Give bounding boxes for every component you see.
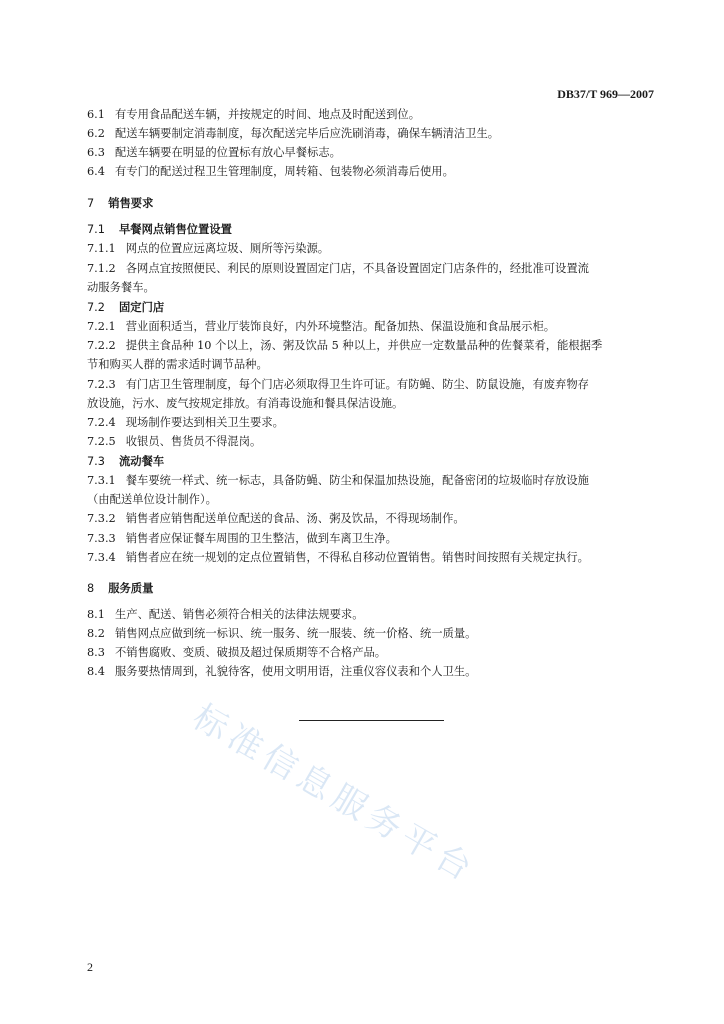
- clause-7-2-1: [87, 318, 657, 336]
- clause-text: 配送车辆要制定消毒制度，每次配送完毕后应洗刷消毒，确保车辆清洁卫生。: [114, 127, 500, 140]
- clause-7-1-2: [87, 260, 657, 278]
- clause-text: 配送车辆要在明显的位置标有放心早餐标志。: [114, 146, 341, 159]
- clause-number: 7.2.1: [87, 320, 116, 333]
- section-number: 7.3: [87, 455, 105, 468]
- clause-7-1-2-continued: 动服务餐车。: [87, 281, 155, 294]
- clause-7-2-2: [87, 337, 657, 355]
- section-8-heading: [87, 580, 657, 598]
- clause-6-1: [87, 106, 657, 124]
- clause-number: 8.2: [87, 627, 105, 640]
- clause-8-1: [87, 606, 657, 624]
- section-title: 固定门店: [118, 301, 165, 314]
- clause-number: 7.2.2: [87, 339, 116, 352]
- clause-number: 7.3.4: [87, 551, 116, 564]
- clause-number: 6.1: [87, 108, 105, 121]
- clause-number: 7.2.4: [87, 416, 116, 429]
- clause-number: 7.2.3: [87, 378, 116, 391]
- section-7-1-heading: [87, 221, 657, 239]
- clause-number: 8.3: [87, 646, 105, 659]
- clause-7-3-2: [87, 510, 657, 528]
- clause-6-4: [87, 163, 657, 181]
- clause-7-2-3-continued: 放设施，污水、废气按规定排放。有消毒设施和餐具保洁设施。: [87, 397, 404, 410]
- clause-8-2: [87, 625, 657, 643]
- clause-number: 8.1: [87, 608, 105, 621]
- clause-number: 6.3: [87, 146, 105, 159]
- clause-number: 6.4: [87, 165, 105, 178]
- document-id: DB37/T 969—2007: [557, 87, 654, 101]
- section-number: 7.1: [87, 223, 105, 236]
- clause-number: 6.2: [87, 127, 105, 140]
- clause-7-1-1: [87, 240, 657, 258]
- clause-text: 网点的位置应远离垃圾、厕所等污染源。: [125, 242, 330, 255]
- end-divider: [299, 720, 444, 721]
- clause-7-3-1: [87, 472, 657, 490]
- section-number: 7: [87, 197, 95, 210]
- clause-8-4: [87, 663, 657, 681]
- clause-7-3-3: [87, 530, 657, 548]
- section-title: 流动餐车: [118, 455, 165, 468]
- section-number: 7.2: [87, 301, 105, 314]
- clause-text: 不销售腐败、变质、破损及超过保质期等不合格产品。: [114, 646, 387, 659]
- watermark: 标准信息服务平台: [186, 696, 484, 892]
- clause-number: 7.1.1: [87, 242, 116, 255]
- clause-text: 提供主食品种 10 个以上，汤、粥及饮品 5 种以上，并供应一定数量品种的佐餐菜肴，能根据季: [125, 339, 603, 352]
- clause-6-2: [87, 125, 657, 143]
- clause-7-3-1-continued: （由配送单位设计制作）。: [87, 493, 217, 506]
- clause-number: 7.3.3: [87, 532, 116, 545]
- clause-text: 现场制作要达到相关卫生要求。: [125, 416, 284, 429]
- clause-number: 7.1.2: [87, 262, 116, 275]
- clause-text: 各网点宜按照便民、利民的原则设置固定门店，不具备设置固定门店条件的，经批准可设置流: [125, 262, 589, 275]
- clause-7-2-4: [87, 414, 657, 432]
- clause-text: 有专用食品配送车辆，并按规定的时间、地点及时配送到位。: [114, 108, 420, 121]
- clause-text: 餐车要统一样式、统一标志，具备防蝇、防尘和保温加热设施，配备密闭的垃圾临时存放设施: [125, 474, 589, 487]
- clause-8-3: [87, 644, 657, 662]
- clause-text: 收银员、售货员不得混岗。: [125, 435, 262, 448]
- clause-text: 生产、配送、销售必须符合相关的法律法规要求。: [114, 608, 364, 621]
- section-7-3-heading: [87, 453, 657, 471]
- clause-text: 销售者应保证餐车周围的卫生整洁，做到车离卫生净。: [125, 532, 397, 545]
- clause-7-3-4: [87, 549, 657, 567]
- clause-text: 销售者应在统一规划的定点位置销售，不得私自移动位置销售。销售时间按照有关规定执行。: [125, 551, 589, 564]
- section-number: 8: [87, 582, 95, 595]
- section-title: 服务质量: [108, 582, 154, 595]
- clause-text: 有门店卫生管理制度，每个门店必须取得卫生许可证。有防蝇、防尘、防鼠设施，有废弃物存: [125, 378, 589, 391]
- section-7-heading: [87, 195, 657, 213]
- clause-text: 销售者应销售配送单位配送的食品、汤、粥及饮品，不得现场制作。: [125, 512, 465, 525]
- section-title: 销售要求: [108, 197, 154, 210]
- clause-number: 8.4: [87, 665, 105, 678]
- clause-6-3: [87, 144, 657, 162]
- clause-number: 7.3.1: [87, 474, 116, 487]
- clause-text: 营业面积适当，营业厅装饰良好，内外环境整洁。配备加热、保温设施和食品展示柜。: [125, 320, 556, 333]
- clause-number: 7.3.2: [87, 512, 116, 525]
- clause-text: 销售网点应做到统一标识、统一服务、统一服装、统一价格、统一质量。: [114, 627, 477, 640]
- clause-number: 7.2.5: [87, 435, 116, 448]
- section-title: 早餐网点销售位置设置: [118, 223, 232, 236]
- clause-text: 服务要热情周到，礼貌待客，使用文明用语，注重仪容仪表和个人卫生。: [114, 665, 477, 678]
- clause-text: 有专门的配送过程卫生管理制度，周转箱、包装物必须消毒后使用。: [114, 165, 454, 178]
- clause-7-2-3: [87, 376, 657, 394]
- section-7-2-heading: [87, 299, 657, 317]
- page-number: 2: [87, 960, 93, 974]
- clause-7-2-2-continued: 节和购买人群的需求适时调节品种。: [87, 358, 268, 371]
- clause-7-2-5: [87, 433, 657, 451]
